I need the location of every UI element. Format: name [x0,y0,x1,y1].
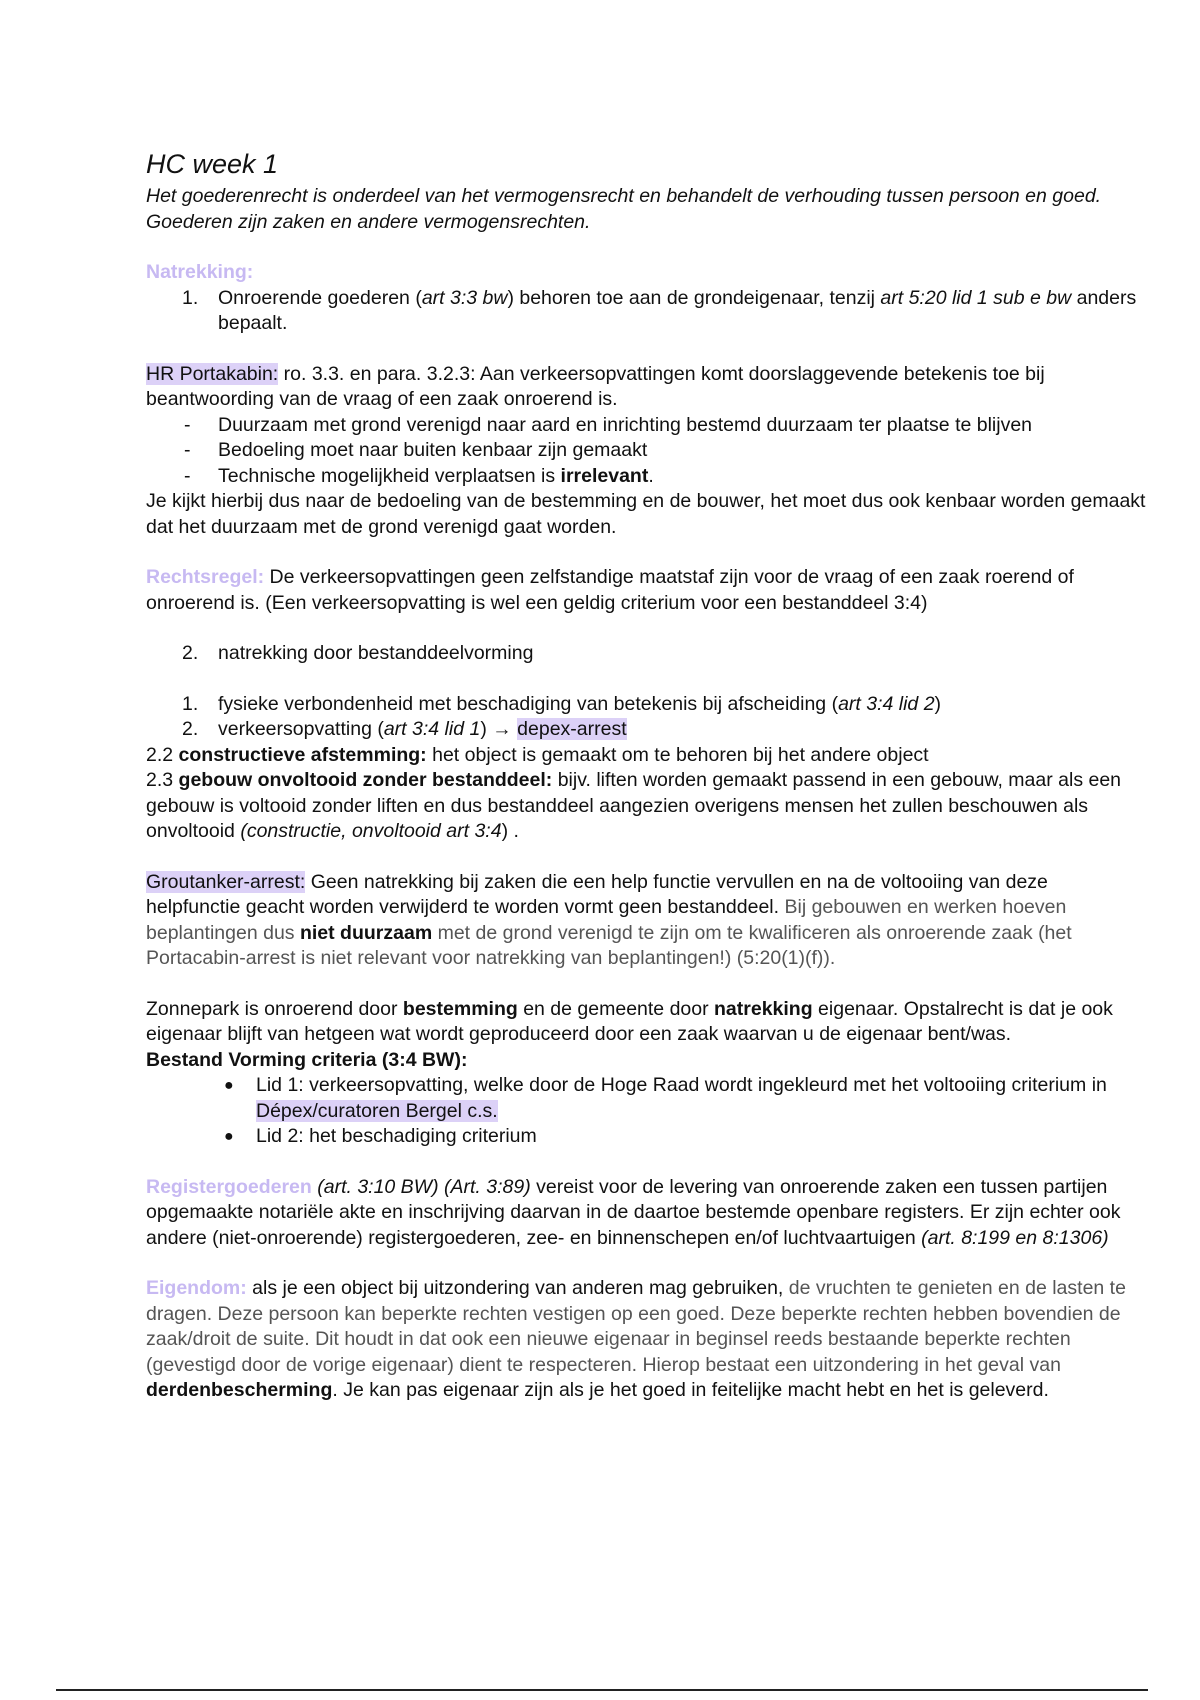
text: Bedoeling moet naar buiten kenbaar zijn gemaakt [218,439,648,461]
text: anders bepaalt. [218,286,1137,334]
text: . [648,464,654,487]
text: natrekking door bestanddeelvorming [218,642,534,664]
text: ro. 3.3. en para. 3.2.3: Aan verkeersopvattingen komt doorslaggevende betekenis toe bij beantwoording van de vraag of een zaak onroerend is. [146,362,1045,410]
page-title: HC week 1 [146,149,279,179]
text: Bij gebouwen en werken hoeven beplantingen dus [146,896,1067,944]
citation: art 3:4 lid 1 [383,718,481,740]
case-highlight: Dépex/curatoren Bergel c.s. [256,1099,498,1122]
citation: art 3:3 bw [421,286,508,309]
text: het object is gemaakt om te behoren bij het andere object [426,743,929,766]
dash-marker: - [184,413,191,436]
text: vereist voor de levering van onroerende zaken een tussen partijen opgemaakte notariële akte en inschrijving daarvan in de daartoe bestemde openbare registers. Er zijn echter ook andere (niet-onroerende) registergoederen, zee- en binnenschepen en/of luchtvaartuigen [146,1175,1121,1249]
text: bijv. liften worden gemaakt passend in een gebouw, maar als een gebouw is voltooid zonder liften en dus bestanddeel aangezien overigens mensen het zullen beschouwen als onvoltooid [146,769,1122,842]
list-item [146,413,1146,439]
text: Onroerende goederen ( [218,286,422,309]
citation: art 5:20 lid 1 sub e bw [880,286,1072,309]
registergoederen-label: Registergoederen [146,1175,312,1198]
text: Lid 1: verkeersopvatting, welke door de Hoge Raad wordt ingekleurd met het voltooiing criterium in [256,1074,1107,1096]
eigendom-paragraph [146,1276,1146,1404]
groutanker-label: Groutanker-arrest: [146,870,306,893]
footer-divider [56,1689,1148,1691]
bullet-marker: ● [224,1128,234,1145]
natrekking-heading: Natrekking: [146,261,254,283]
heading: Bestand Vorming criteria (3:4 BW): [146,1048,468,1071]
list-item [146,438,1146,464]
text: Technische mogelijkheid verplaatsen is [218,464,561,487]
text: 2.2 [146,743,179,766]
text: Lid 2: het beschadiging criterium [256,1125,537,1147]
text: en de gemeente door [517,997,715,1020]
zonnepark-paragraph [146,997,1146,1048]
list-number: 2. [182,642,199,664]
citation: art 3:4 lid 2 [838,692,935,715]
text: de vruchten te genieten en de lasten te dragen. Deze persoon kan beperkte rechten vestigen op een goed. Deze beperkte rechten hebben bovendien de zaak/droit de suite. Dit houdt in dat ook een nieuwe eigenaar in beginsel reeds bestaande beperkte rechten (gevestigd door de vorige eigenaar) dient te respecteren. Hierop bestaat een uitzondering in het geval van [146,1277,1126,1376]
list-item [146,641,1146,667]
list-number: 2. [182,718,199,740]
text: Duurzaam met grond verenigd naar aard en inrichting bestemd duurzaam ter plaatse te blijven [218,413,1033,436]
text: fysieke verbondenheid met beschadiging van betekenis bij afscheiding ( [218,692,839,715]
text: verkeersopvatting ( [218,718,384,740]
list-item [146,464,1146,490]
list-number: 1. [182,286,199,309]
list-item [146,1073,1146,1124]
bullet-marker: ● [224,1077,234,1094]
rechtsregel-paragraph [146,565,1146,616]
intro-paragraph: Het goederenrecht is onderdeel van het vermogensrecht en behandelt de verhouding tussen persoon en goed. Goederen zijn zaken en andere vermogensrechten. [146,185,1102,233]
text: 2.3 [146,769,179,791]
emphasis: bestemming [402,997,518,1020]
groutanker-paragraph [146,870,1146,972]
criteria-heading [146,1048,1146,1074]
text: eigenaar. Opstalrecht is dat je ook eigenaar blijft van hetgeen wat wordt geproduceerd door een zaak waarvan u de eigenaar bent/was. [146,997,1113,1045]
emphasis: niet duurzaam [299,921,433,944]
rechtsregel-label: Rechtsregel: [146,566,265,588]
depex-highlight: depex-arrest [517,718,627,740]
text: ) behoren toe aan de grondeigenaar, tenzij [507,286,881,309]
list-item [146,692,1146,718]
emphasis: natrekking [714,997,813,1020]
eigendom-label: Eigendom: [146,1277,247,1299]
emphasis: derdenbescherming [146,1379,333,1401]
text: . Je kan pas eigenaar zijn als je het goed in feitelijke macht hebt en het is geleverd. [332,1379,1049,1401]
portakabin-label: HR Portakabin: [146,362,279,385]
text: Geen natrekking bij zaken die een help functie vervullen en na de voltooiing van deze helpfunctie geacht worden verwijderd te worden vormt geen bestanddeel. [146,870,1048,918]
list-item [146,717,1146,743]
document-page [146,148,1146,1404]
portakabin-paragraph [146,362,1146,413]
paragraph-2-2 [146,743,1146,769]
citation: (art. 8:199 en 8:1306) [921,1226,1109,1249]
dash-marker: - [184,464,191,487]
registergoederen-paragraph [146,1175,1146,1252]
text: ) . [501,820,519,842]
text: De verkeersopvattingen geen zelfstandige maatstaf zijn voor de vraag of een zaak roerend of onroerend is. (Een verkeersopvatting is wel een geldig criterium voor een bestanddeel 3:4) [146,566,1074,614]
dash-marker: - [184,439,191,461]
citation: (art. 3:10 BW) (Art. 3:89) [311,1175,531,1198]
paragraph-2-3 [146,768,1146,845]
portakabin-closing: Je kijkt hierbij dus naar de bedoeling van de bestemming en de bouwer, het moet dus ook kenbaar worden gemaakt dat het duurzaam met de grond verenigd gaat worden. [146,490,1146,538]
list-number: 1. [182,692,199,715]
list-item [146,286,1146,337]
citation: (constructie, onvoltooid art 3:4 [240,820,502,842]
text: Zonnepark is onroerend door [146,997,403,1020]
text: als je een object bij uitzondering van anderen mag gebruiken, [246,1277,784,1299]
list-item [146,1124,1146,1150]
text: ) [934,692,942,715]
emphasis: constructieve afstemming: [178,743,427,766]
emphasis: irrelevant [560,464,649,487]
text: met de grond verenigd te zijn om te kwalificeren als onroerende zaak (het Portacabin-arrest is niet relevant voor natrekking van beplantingen!) (5:20(1)(f)). [146,921,1072,969]
emphasis: gebouw onvoltooid zonder bestanddeel: [178,769,553,791]
text: ) → [480,718,518,740]
